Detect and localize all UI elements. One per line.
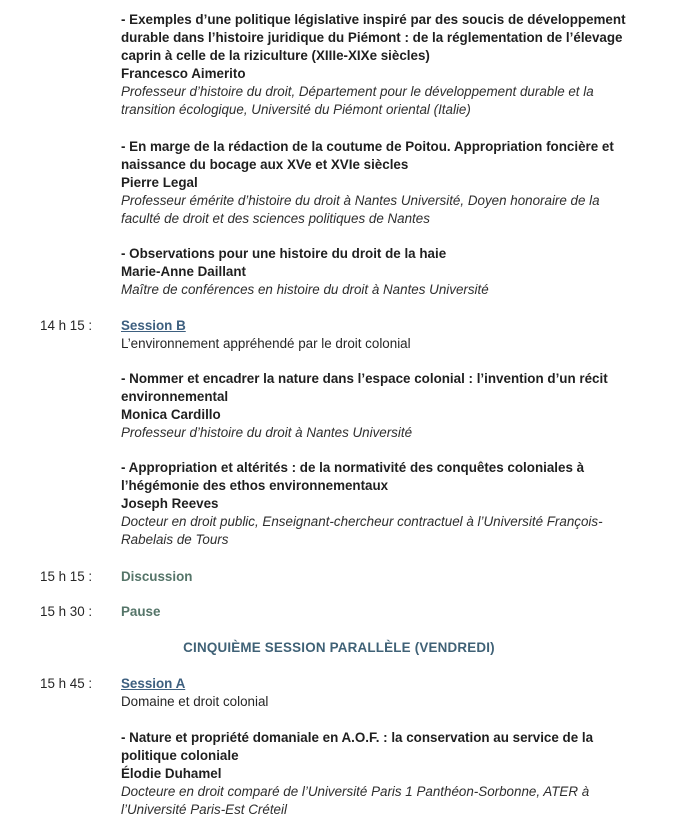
speaker-affiliation: Docteure en droit comparé de l’Université Paris 1 Panthéon-Sorbonne, ATER à l’Université Paris-Est Créteil	[121, 784, 590, 817]
speaker-affiliation: Professeur d’histoire du droit, Département pour le développement durable et la transition écologique, Université du Piémont oriental (Italie)	[121, 84, 594, 117]
speaker-name: Monica Cardillo	[121, 407, 221, 422]
speaker-affiliation: Maître de conférences en histoire du droit à Nantes Université	[121, 282, 489, 297]
talk-title: - En marge de la rédaction de la coutume de Poitou. Appropriation foncière et naissance du bocage aux XVe et XVIe siècles	[121, 139, 614, 172]
speaker-affiliation: Docteur en droit public, Enseignant-chercheur contractuel à l’Université François-Rabelais de Tours	[121, 514, 603, 547]
talk-title: - Exemples d’une politique législative inspiré par des soucis de développement durable dans l’histoire juridique du Piémont : de la réglementation de l’élevage caprin à celle de la riziculture (XIIIe-XIXe siècles)	[121, 12, 626, 63]
talk-title: - Nature et propriété domaniale en A.O.F. : la conservation au service de la politique coloniale	[121, 730, 594, 763]
session-subtitle: L’environnement appréhendé par le droit colonial	[121, 336, 411, 351]
session-subtitle: Domaine et droit colonial	[121, 694, 269, 709]
speaker-name: Joseph Reeves	[121, 496, 219, 511]
talk-daillant	[121, 245, 641, 299]
talk-cardillo	[121, 370, 641, 442]
time-1545: 15 h 45 :	[40, 676, 93, 691]
discussion-label: Discussion	[121, 569, 193, 584]
time-1530: 15 h 30 :	[40, 604, 93, 619]
talk-reeves	[121, 459, 641, 549]
time-1415: 14 h 15 :	[40, 318, 93, 333]
speaker-affiliation: Professeur d’histoire du droit à Nantes Université	[121, 425, 413, 440]
session-a	[121, 675, 641, 711]
talk-title: - Appropriation et altérités : de la normativité des conquêtes coloniales à l’hégémonie des ethos environnementaux	[121, 460, 585, 493]
speaker-name: Pierre Legal	[121, 175, 198, 190]
session-a-link[interactable]: Session A	[121, 676, 186, 691]
time-1515: 15 h 15 :	[40, 569, 93, 584]
speaker-name: Élodie Duhamel	[121, 766, 222, 781]
speaker-affiliation: Professeur émérite d’histoire du droit à Nantes Université, Doyen honoraire de la faculté de droit et des sciences politiques de Nantes	[121, 193, 600, 226]
talk-title: - Observations pour une histoire du droit de la haie	[121, 246, 447, 261]
talk-duhamel	[121, 729, 641, 819]
talk-legal	[121, 138, 641, 228]
pause-label: Pause	[121, 604, 161, 619]
speaker-name: Marie-Anne Daillant	[121, 264, 247, 279]
section-heading: CINQUIÈME SESSION PARALLÈLE (VENDREDI)	[183, 640, 495, 655]
speaker-name: Francesco Aimerito	[121, 66, 246, 81]
talk-title: - Nommer et encadrer la nature dans l’espace colonial : l’invention d’un récit environnemental	[121, 371, 608, 404]
session-b-link[interactable]: Session B	[121, 318, 186, 333]
session-b	[121, 317, 641, 353]
talk-aimerito	[121, 11, 641, 119]
